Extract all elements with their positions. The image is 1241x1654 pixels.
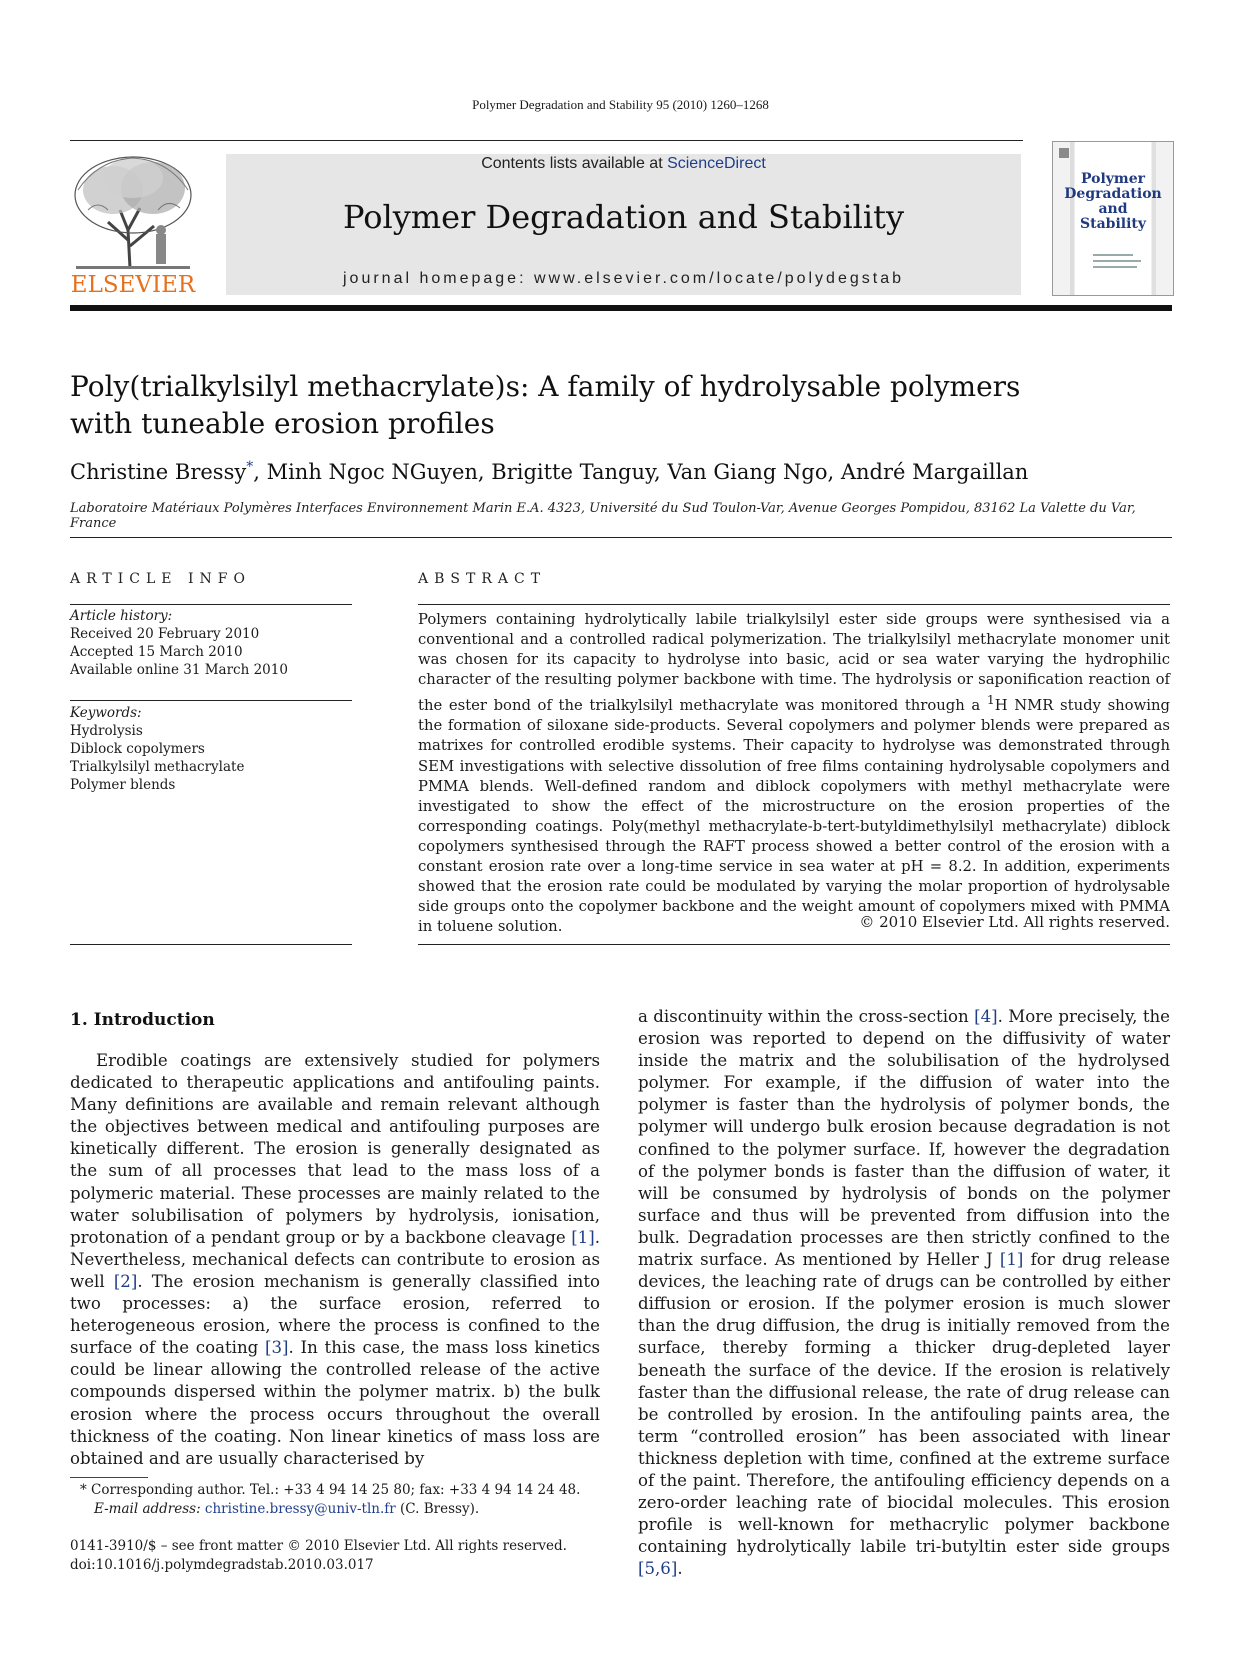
abstract-copyright: © 2010 Elsevier Ltd. All rights reserved.	[859, 913, 1170, 931]
article-title-line: with tuneable erosion profiles	[70, 407, 495, 440]
cover-title-line: Polymer	[1080, 171, 1146, 187]
email-suffix: (C. Bressy).	[395, 1501, 480, 1517]
footnote-text: Corresponding author. Tel.: +33 4 94 14 25 80; fax: +33 4 94 14 24 48.	[86, 1482, 581, 1498]
keyword: Trialkylsilyl methacrylate	[70, 759, 245, 775]
article-title-line: Poly(trialkylsilyl methacrylate)s: A family of hydrolysable polymers	[70, 370, 1021, 403]
accepted-date: Accepted 15 March 2010	[70, 644, 243, 660]
cover-title-line: Degradation	[1064, 186, 1162, 202]
corresponding-author-marker[interactable]: *	[246, 459, 254, 475]
keyword: Hydrolysis	[70, 723, 143, 739]
intro-right-column	[638, 1006, 1170, 1580]
citation-link[interactable]: [2]	[113, 1271, 138, 1291]
cover-title-line: and	[1098, 201, 1128, 217]
affiliation: Laboratoire Matériaux Polymères Interfaces Environnement Marin E.A. 4323, Université du Sud Toulon-Var, Avenue Georges Pompidou, 83162 La Valette du Var, France	[70, 501, 1136, 531]
intro-text: . In this case, the mass loss kinetics could be linear allowing the controlled release of the active compounds dispersed within the polymer matrix. b) the bulk erosion where the process occurs throughout the overall thickness of the coating. Non linear kinetics of mass loss are obtained and are usually characterised by	[70, 1338, 601, 1468]
intro-text: . Nevertheless, mechanical defects can contribute to erosion as well	[70, 1227, 600, 1291]
journal-homepage[interactable]: journal homepage: www.elsevier.com/locate/polydegstab	[342, 270, 904, 287]
abstract-part: H NMR study showing the formation of siloxane side-products. Several copolymers and polymer blends were prepared as matrixes for controlled erodible systems. Their capacity to hydrolyse was demonstrated through SEM investigations with selective dissolution of free films containing hydrolysable copolymers and PMMA blends. Well-defined random and diblock copolymers with methyl methacrylate were investigated to show the effect of the microstructure on the erosion properties of the corresponding coatings. Poly(methyl methacrylate-b-tert-butyldimethylsilyl methacrylate) diblock copolymers synthesised through the RAFT process showed a better control of the erosion with a constant erosion rate over a long-time service in sea water at pH = 8.2. In addition, experiments showed that the erosion rate could be modulated by varying the molar proportion of hydrolysable side groups onto the copolymer backbone and the weight amount of copolymers mixed with PMMA in toluene solution.	[418, 697, 1170, 936]
footnote-marker: *	[80, 1482, 87, 1498]
citation-link[interactable]: [4]	[974, 1007, 998, 1026]
issn-line: 0141-3910/$ – see front matter © 2010 Elsevier Ltd. All rights reserved.	[70, 1538, 567, 1554]
front-matter	[70, 1537, 630, 1575]
intro-text: .	[677, 1559, 683, 1579]
intro-text: . More precisely, the erosion was reported to depend on the diffusivity of water inside the matrix and the solubilisation of the hydrolysed polymer. For example, if the diffusion of water into the polymer is faster than the hydrolysis of polymer bonds, the polymer will undergo bulk erosion because degradation is not confined to the polymer surface. If, however the degradation of the polymer bonds is faster than the diffusion of water, it will be consumed by hydrolysis of bonds on the polymer surface and thus will be prevented from diffusion into the bulk. Degradation processes are then strictly confined to the matrix surface. As mentioned by Heller J	[638, 1007, 1170, 1270]
abstract-bottom-rule	[418, 944, 1170, 945]
header-rule	[70, 140, 1023, 141]
section-heading-introduction: 1. Introduction	[70, 1010, 215, 1030]
elsevier-tree-icon	[68, 150, 198, 298]
journal-title: Polymer Degradation and Stability	[342, 198, 905, 236]
email-link[interactable]: christine.bressy@univ-tln.fr	[204, 1501, 396, 1517]
author-list	[70, 459, 1170, 484]
keyword: Diblock copolymers	[70, 741, 205, 757]
cover-logo-icon	[1059, 148, 1069, 158]
abstract-heading: ABSTRACT	[418, 571, 547, 587]
section-rule	[70, 537, 1172, 538]
keywords-rule	[70, 700, 352, 701]
keywords-list	[70, 704, 352, 794]
masthead-rule	[70, 305, 1172, 311]
received-date: Received 20 February 2010	[70, 626, 260, 642]
cover-fine-print	[1093, 260, 1141, 262]
abstract-text	[418, 610, 1170, 937]
nmr-superscript: 1	[986, 693, 995, 708]
citation-link[interactable]: [3]	[265, 1338, 289, 1358]
elsevier-wordmark: ELSEVIER	[70, 272, 196, 298]
keyword: Polymer blends	[70, 777, 176, 793]
cover-title	[1053, 172, 1173, 232]
journal-banner	[226, 154, 1021, 295]
cover-fine-print	[1093, 254, 1133, 256]
intro-left-column	[70, 1050, 600, 1470]
citation-link[interactable]: [5,6]	[638, 1559, 678, 1579]
citation-link[interactable]: [1]	[999, 1250, 1024, 1270]
doi-link[interactable]: doi:10.1016/j.polymdegradstab.2010.03.017	[70, 1557, 374, 1573]
running-header: Polymer Degradation and Stability 95 (2010) 1260–1268	[472, 97, 769, 112]
contents-availability	[226, 155, 1021, 173]
online-date: Available online 31 March 2010	[70, 662, 288, 678]
sciencedirect-link[interactable]: ScienceDirect	[667, 155, 766, 172]
intro-text: a discontinuity within the cross-section	[638, 1007, 975, 1026]
article-info-rule	[70, 604, 352, 605]
author-names: , Minh Ngoc NGuyen, Brigitte Tanguy, Van Giang Ngo, André Margaillan	[253, 460, 1029, 484]
elsevier-logo[interactable]	[68, 150, 198, 298]
author-name: Christine Bressy	[70, 460, 247, 484]
contents-prefix: Contents lists available at	[481, 155, 668, 172]
intro-text: Erodible coatings are extensively studied for polymers dedicated to therapeutic applications and antifouling paints. Many definitions are available and remain relevant although the objectives between medical and antifouling purposes are kinetically different. The erosion is generally designated as the sum of all processes that lead to the mass loss of a polymeric material. These processes are mainly related to the water solubilisation of polymers by hydrolysis, ionisation, protonation of a pendant group or by a backbone cleavage	[70, 1051, 600, 1247]
corresponding-author-footnote	[70, 1481, 630, 1519]
article-info-heading: ARTICLE INFO	[70, 571, 251, 587]
abstract-part: Polymers containing hydrolytically labile trialkylsilyl ester side groups were synthesised via a conventional and a controlled radical polymerization. The trialkylsilyl methacrylate monomer unit was chosen for its capacity to hydrolyse into basic, acid or sea water varying the hydrophilic character of the resulting polymer backbone with time. The hydrolysis or saponification reaction of the ester bond of the trialkylsilyl methacrylate was monitored through a	[418, 611, 1170, 715]
article-history	[70, 607, 352, 679]
citation-link[interactable]: [1]	[571, 1227, 595, 1247]
article-title	[70, 368, 1120, 442]
intro-text: for drug release devices, the leaching rate of drugs can be controlled by either diffusion or erosion. If the polymer erosion is much slower than the drug diffusion, the drug is initially removed from the surface, thereby forming a thicker drug-depleted layer beneath the surface of the device. If the erosion is relatively faster than the diffusional release, the rate of drug release can be controlled by erosion. In the antifouling paints area, the term “controlled erosion” has been associated with linear thickness depletion with time, confined at the extreme surface of the paint. Therefore, the antifouling efficiency depends on a zero-order leaching rate of biocidal molecules. This erosion profile is well-known for methacrylic polymer backbone containing hydrolytically labile tri-butyltin ester side groups	[638, 1250, 1170, 1557]
cover-fine-print	[1093, 266, 1137, 268]
journal-cover-thumbnail[interactable]	[1052, 141, 1174, 296]
footnote-rule	[70, 1477, 148, 1478]
abstract-rule	[418, 604, 1170, 605]
email-label: E-mail address:	[94, 1501, 205, 1517]
intro-text: . The erosion mechanism is generally classified into two processes: a) the surface erosion, referred to heterogeneous erosion, where the process is confined to the surface of the coating	[70, 1271, 600, 1358]
keywords-label: Keywords:	[70, 705, 142, 721]
cover-title-line: Stability	[1080, 216, 1146, 232]
article-info-bottom-rule	[70, 944, 352, 945]
history-label: Article history:	[70, 608, 173, 624]
